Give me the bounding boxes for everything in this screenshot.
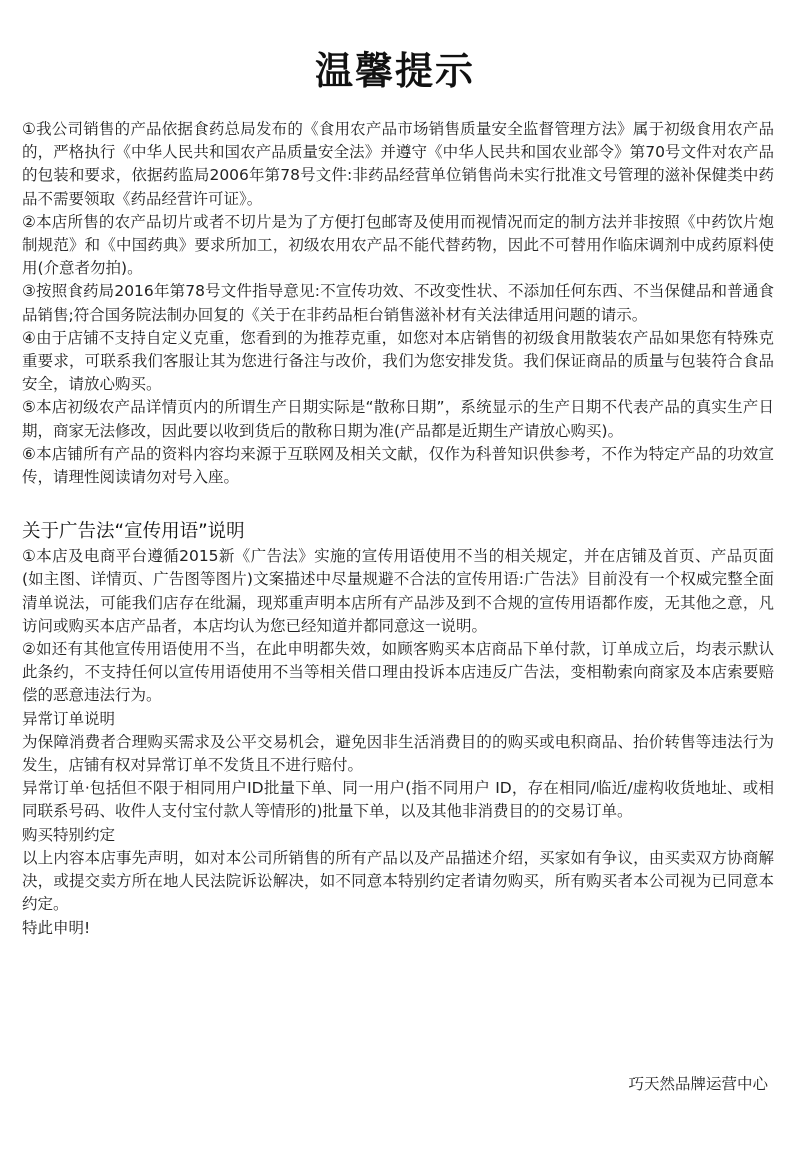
- notice-item-2: ②本店所售的农产品切片或者不切片是为了方便打包邮寄及使用而视情况而定的制方法并非按照《中药饮片炮制规范》和《中国药典》要求所加工，初级农用农产品不能代替药物，因此不可替用作临床调剂中成药原料使用(介意者勿拍)。: [22, 212, 774, 278]
- notice-content: [22, 118, 774, 940]
- special-agreement-item-1: 以上内容本店事先声明，如对本公司所销售的所有产品以及产品描述介绍，买家如有争议，由买卖双方协商解决，或提交卖方所在地人民法院诉讼解决，如不同意本特别约定者请勿购买，所有购买者本公司视为已同意本约定。: [22, 848, 774, 914]
- ad-law-item-2: ②如还有其他宣传用语使用不当，在此申明都失效，如顾客购买本店商品下单付款，订单成立后，均表示默认此条约，不支持任何以宣传用语使用不当等相关借口理由投诉本店违反广告法，变相勒索向商家及本店索要赔偿的恶意违法行为。: [22, 640, 774, 705]
- abnormal-order-item-1: 为保障消费者合理购买需求及公平交易机会，避免因非生活消费目的的购买或电积商品、抬价转售等违法行为发生，店铺有权对异常订单不发货且不进行赔付。: [22, 732, 774, 775]
- ad-law-title: 关于广告法“宣传用语”说明: [22, 521, 245, 543]
- notice-item-4: ④由于店铺不支持自定义克重，您看到的为推荐克重，如您对本店销售的初级食用散装农产品如果您有特殊克重要求，可联系我们客服让其为您进行备注与改价，我们为您安排发货。我们保证商品的质量与包装符合食品安全，请放心购买。: [22, 328, 774, 394]
- special-agreement-item-2: 特此申明!: [22, 918, 91, 937]
- abnormal-order-title: 异常订单说明: [22, 709, 116, 728]
- special-agreement-title: 购买特别约定: [22, 825, 116, 844]
- notice-item-6: ⑥本店铺所有产品的资料内容均来源于互联网及相关文献，仅作为科普知识供参考，不作为特定产品的功效宣传，请理性阅读请勿对号入座。: [22, 444, 774, 487]
- notice-item-1: ①我公司销售的产品依据食药总局发布的《食用农产品市场销售质量安全监督管理方法》属于初级食用农产品的，严格执行《中华人民共和国农产品质量安全法》并遵守《中华人民共和国农业部令》第70号文件对农产品的包装和要求，依据药监局2006年第78号文件:非药品经营单位销售尚未实行批准文号管理的滋补保健类中药品不需要领取《药品经营许可证》。: [22, 120, 774, 208]
- page-title: 温馨提示: [314, 49, 475, 93]
- notice-item-3: ③按照食药局2016年第78号文件指导意见:不宣传功效、不改变性状、不添加任何东西、不当保健品和普通食品销售;符合国务院法制办回复的《关于在非药品柜台销售滋补材有关法律适用问题的请示。: [22, 282, 774, 324]
- ad-law-item-1: ①本店及电商平台遵循2015新《广告法》实施的宣传用语使用不当的相关规定，并在店铺及首页、产品页面(如主图、详情页、广告图等图片)文案描述中尽量规避不合法的宣传用语:广告法》目前没有一个权威完整全面清单说法，可能我们店存在纰漏，现郑重声明本店所有产品涉及到不合规的宣传用语都作废，无其他之意，凡访问或购买本店产品者，本店均认为您已经知道并都同意这一说明。: [22, 547, 774, 635]
- signature: 巧天然品牌运营中心: [628, 1075, 768, 1093]
- abnormal-order-item-2: 异常订单·包括但不限于相同用户ID批量下单、同一用户(指不同用户 ID，存在相同/临近/虚构收货地址、或相同联系号码、收件人支付宝付款人等情形的)批量下单，以及其他非消费目的的交易订单。: [22, 779, 774, 821]
- notice-item-5: ⑤本店初级农产品详情页内的所谓生产日期实际是“散称日期”，系统显示的生产日期不代表产品的真实生产日期，商家无法修改，因此要以收到货后的散称日期为准(产品都是近期生产请放心购买)。: [22, 398, 774, 440]
